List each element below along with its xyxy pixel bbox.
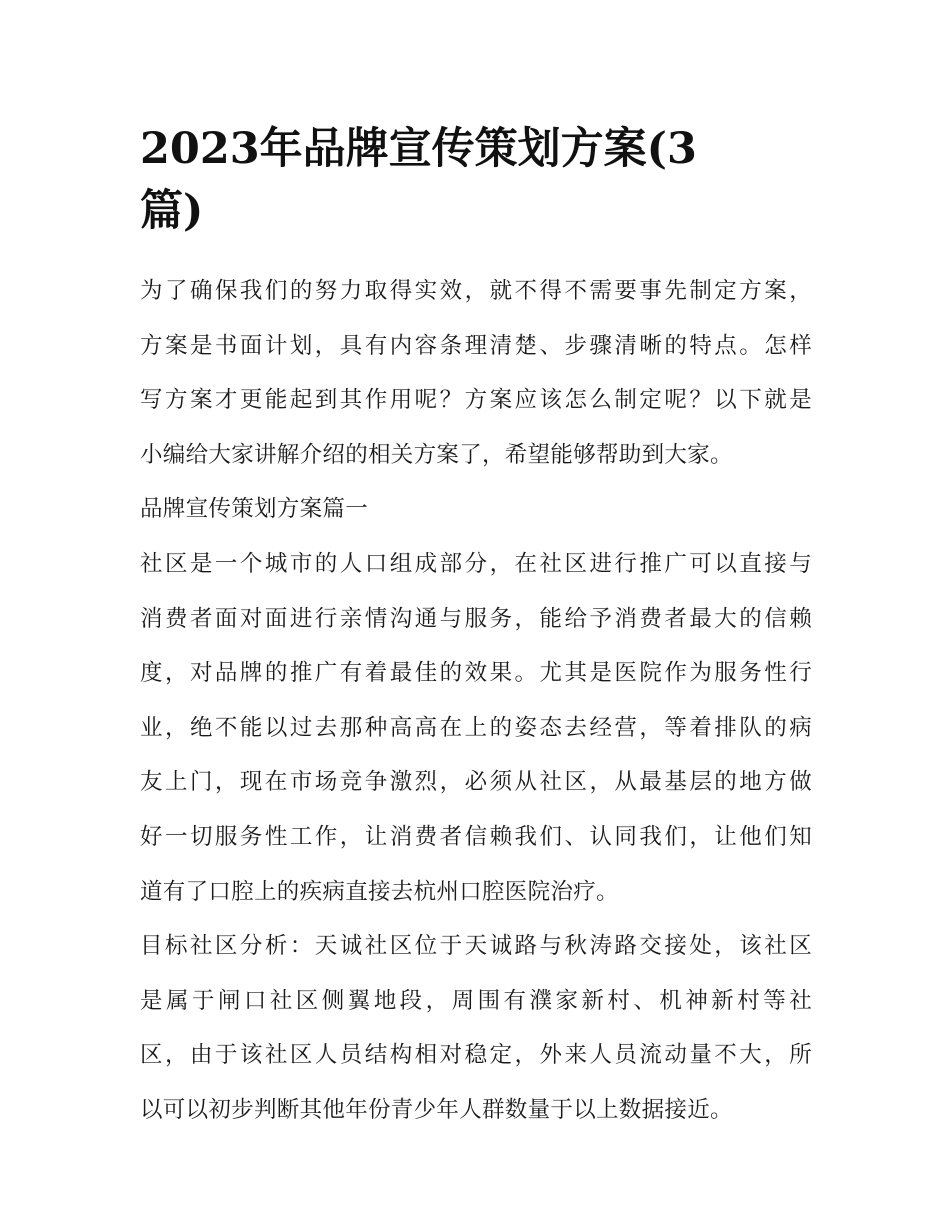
title-line-2: 篇)	[140, 186, 204, 236]
intro-paragraph	[140, 264, 812, 482]
section-heading: 品牌宣传策划方案篇一	[140, 496, 369, 523]
intro-line: 小编给大家讲解介绍的相关方案了，希望能够帮助到大家。	[140, 441, 733, 468]
body-line: 目标社区分析：天诚社区位于天诚路与秋涛路交接处，该社区	[140, 933, 812, 960]
body-line: 道有了口腔上的疾病直接去杭州口腔医院治疗。	[140, 878, 619, 905]
body-paragraph-2	[140, 919, 812, 1137]
body-line: 消费者面对面进行亲情沟通与服务，能给予消费者最大的信赖	[140, 605, 812, 632]
intro-line: 写方案才更能起到其作用呢？方案应该怎么制定呢？以下就是	[140, 387, 812, 414]
body-line: 好一切服务性工作，让消费者信赖我们、认同我们，让他们知	[140, 823, 812, 850]
intro-line: 为了确保我们的努力取得实效，就不得不需要事先制定方案，	[140, 278, 812, 304]
intro-line: 方案是书面计划，具有内容条理清楚、步骤清晰的特点。怎样	[140, 332, 812, 359]
body-line: 业，绝不能以过去那种高高在上的姿态去经营，等着排队的病	[140, 714, 812, 741]
body-line: 度，对品牌的推广有着最佳的效果。尤其是医院作为服务性行	[140, 660, 812, 687]
body-line: 是属于闸口社区侧翼地段，周围有濮家新村、机神新村等社	[140, 987, 812, 1014]
body-line: 以可以初步判断其他年份青少年人群数量于以上数据接近。	[140, 1096, 733, 1123]
document-title	[140, 118, 812, 242]
body-line: 友上门，现在市场竞争激烈，必须从社区，从最基层的地方做	[140, 769, 812, 796]
body-line: 社区是一个城市的人口组成部分，在社区进行推广可以直接与	[140, 550, 812, 577]
body-paragraph-1	[140, 537, 812, 919]
title-line-1: 2023年品牌宣传策划方案(3	[140, 124, 697, 174]
document-content	[140, 118, 812, 1138]
body-line: 区，由于该社区人员结构相对稳定，外来人员流动量不大，所	[140, 1042, 812, 1069]
